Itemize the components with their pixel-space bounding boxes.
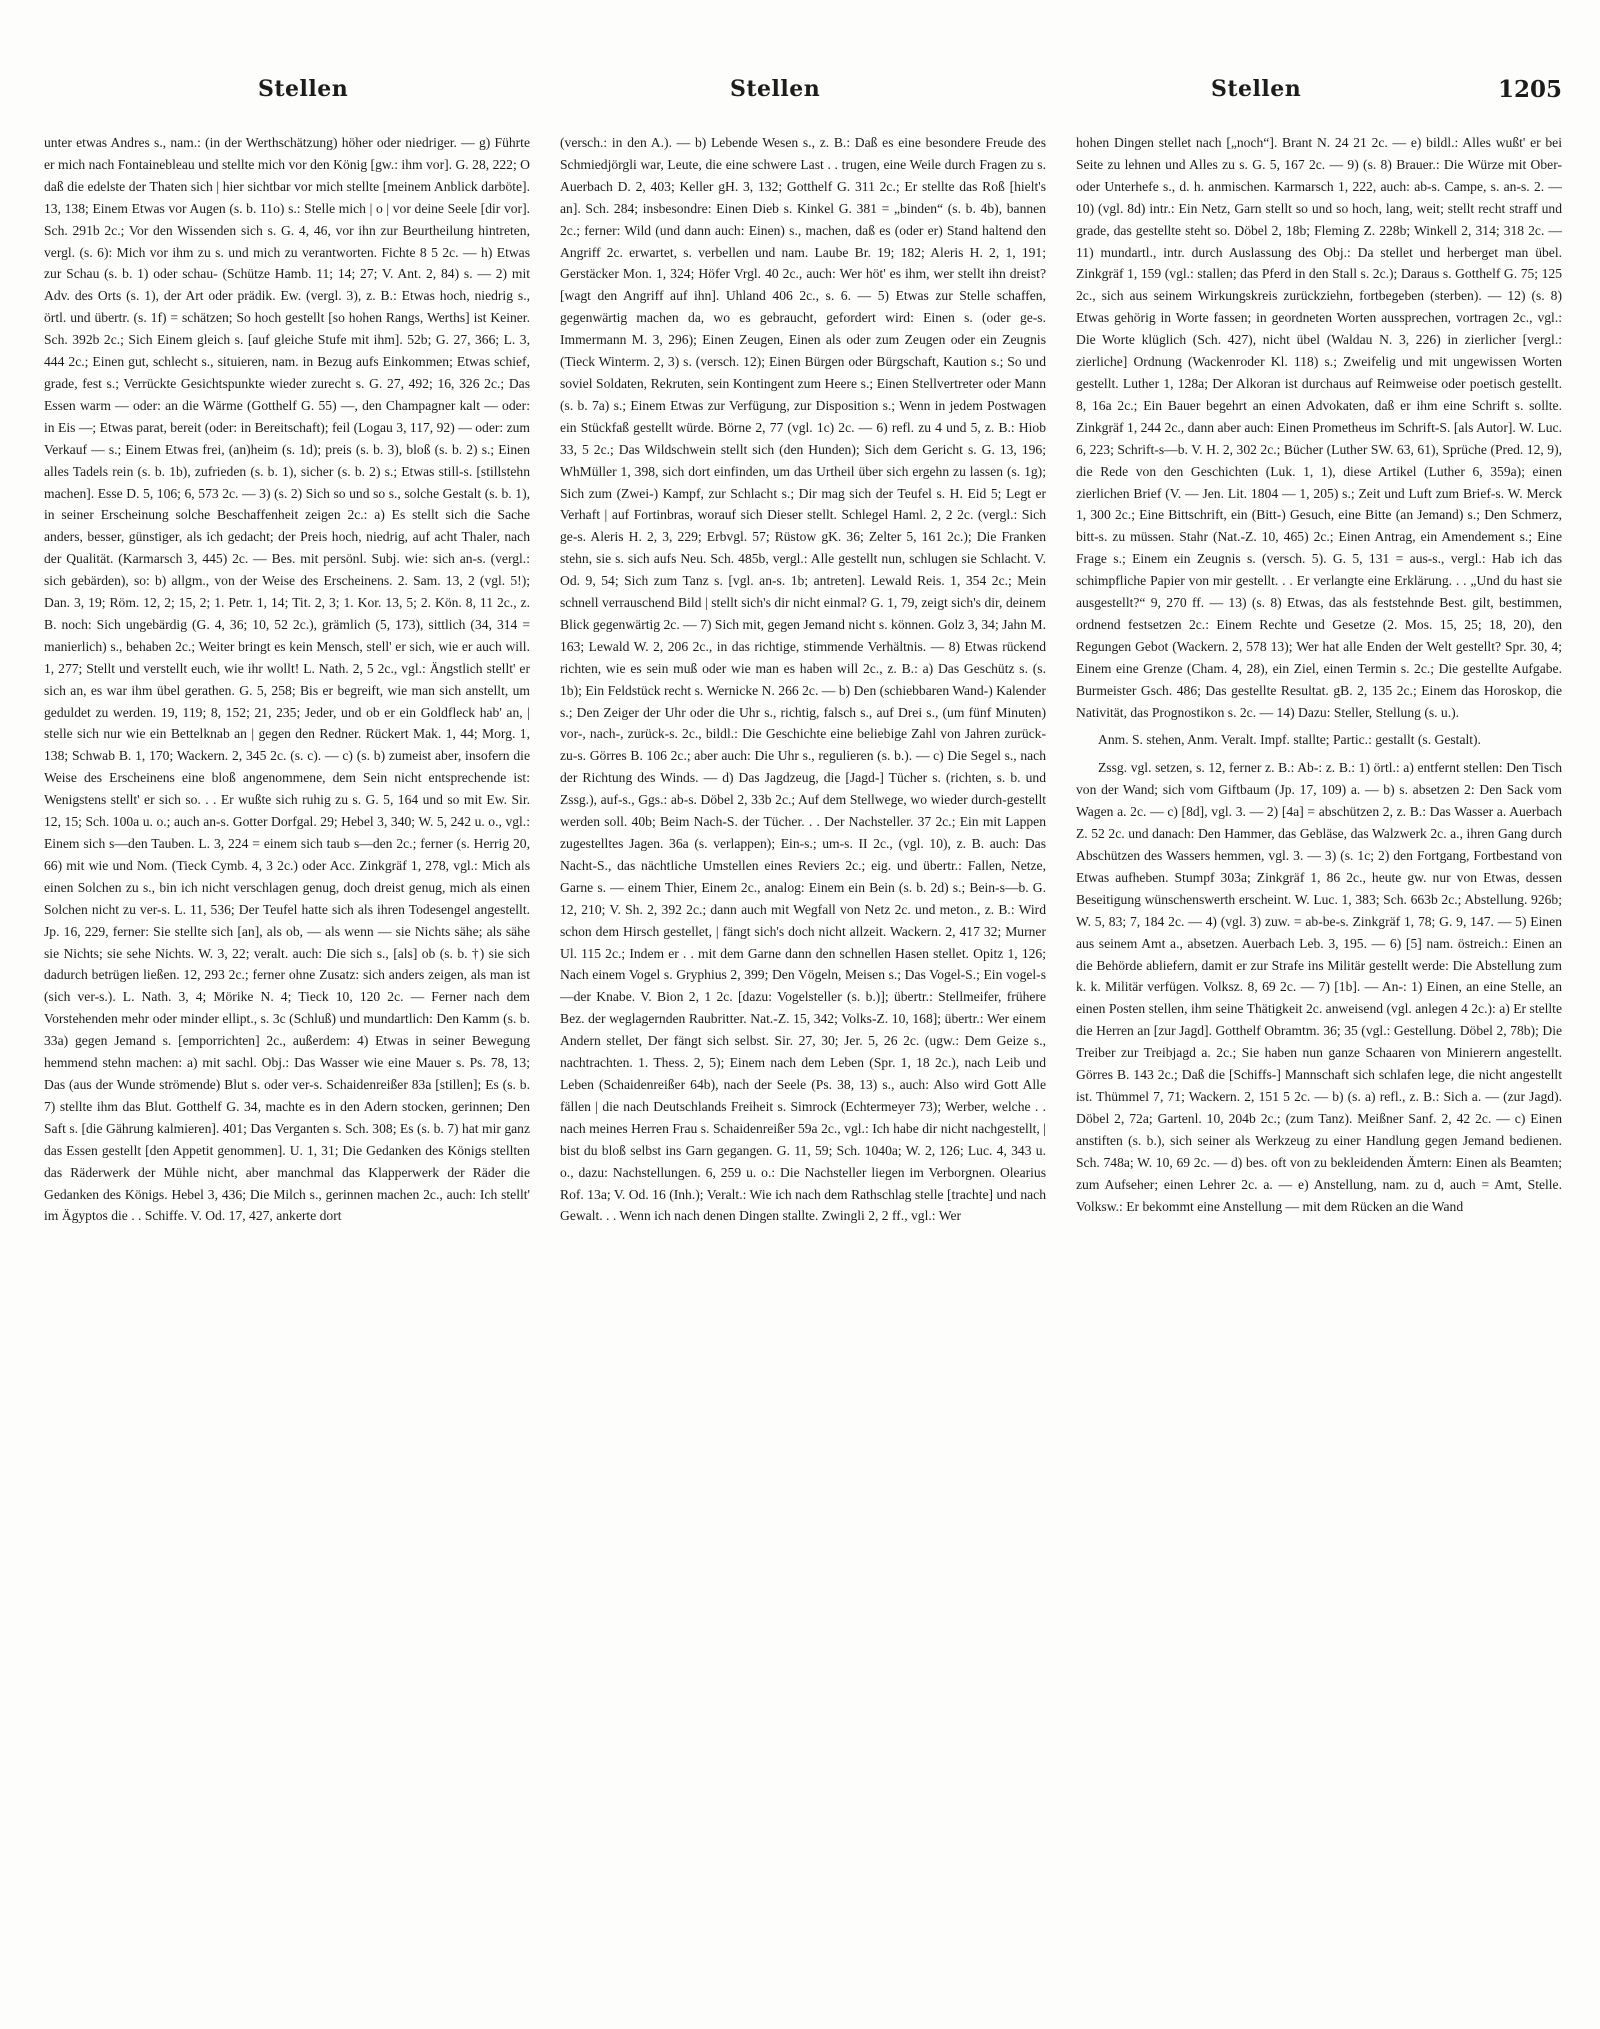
entry-paragraph: unter etwas Andres s., nam.: (in der Werthschätzung) höher oder niedriger. — g) Führte er mich nach Fontainebleau und stellte mich vor den König [gw.: ihm vor]. G. 28, 222; O daß die edelste der Thaten sich | hier sichtbar vor mich stellte [meinem Anblick darböte]. 13, 138; Einem Etwas vor Augen (s. b. 11o) s.: Stelle mich | o | vor deine Seele [dir vor]. Sch. 291b 2c.; Vor den Wissenden sich s. G. 4, 46, vor ihn zur Beurtheilung hintreten, vergl. (s. 6): Mich vor ihm zu s. und mich zu verantworten. Fichte 8 5 2c. — h) Etwas zur Schau (s. b. 1) oder schau- (Schütze Hamb. 11; 14; 27; V. Ant. 2, 84) s. — 2) mit Adv. des Orts (s. 1), der Art oder prädik. Ew. (vergl. 3), z. B.: Etwas hoch, niedrig s., örtl. und übertr. (s. 1f) = schätzen; So hoch gestellt [so hohen Rangs, Werths] ist Keiner. Sch. 392b 2c.; Sich Einem gleich s. [auf gleiche Stufe mit ihm]. 52b; G. 27, 366; L. 3, 444 2c.; Einen gut, schlecht s., situieren, nam. in Bezug aufs Einkommen; Etwas schief, grade, fest s.; Verrückte Gesichtspunkte wieder zurecht s. G. 27, 492; 16, 326 2c.; Das Essen warm — oder: an die Wärme (Gotthelf G. 55) —, den Champagner kalt — oder: in Eis —; Etwas parat, bereit (oder: in Bereitschaft); feil (Logau 3, 117, 92) — oder: zum Verkauf — s.; Einem Etwas frei, (an)heim (s. 1d); preis (s. b. 3), bloß (s. b. 2) s.; Einen alles Tadels rein (s. b. 1b), zufrieden (s. b. 1), sicher (s. b. 2) s.; Etwas still-s. [stillstehn machen]. Esse D. 5, 106; 6, 573 2c. — 3) (s. 2) Sich so und so s., solche Gestalt (s. b. 1), in seiner Erscheinung solche Beschaffenheit zeigen 2c.: a) Es stellt sich die Sache anders, besser, günstiger, als ich gedacht; der Preis hoch, niedrig, auf acht Thaler, nach der Qualität. (Karmarsch 3, 445) 2c. — Bes. mit persönl. Subj. wie: sich an-s. (vergl.: sich gebärden), so: b) allgm., von der Weise des Erscheinens. 2. Sam. 13, 2 (vgl. 5!); Dan. 3, 19; Röm. 12, 2; 15, 2; 1. Petr. 1, 14; Tit. 2, 3; 1. Kor. 13, 5; 2. Kön. 8, 11 2c., z. B. noch: Sich ungebärdig (G. 4, 36; 10, 52 2c.), grämlich (5, 173), sittlich (34, 314 = manierlich) s., behaben 2c.; Weiter bringt es kein Mensch, stell' er sich, wie er auch will. 1, 277; Stellt und verstellt euch, wie ihr wollt! L. Nath. 2, 5 2c., vgl.: Ängstlich stellt' er sich an, es war ihm übel gerathen. G. 5, 258; Bis er begreift, wie man sich anstellt, um geduldet zu werden. 19, 119; 8, 152; 21, 235; Jeder, und ob er ein Goldfleck hab' an, | stelle sich nur wie ein Bettelknab an | gegen den Redner. Rückert Mak. 1, 44; Morg. 1, 138; Schwab B. 1, 170; Wackern. 2, 345 2c. (s. c). — c) (s. b) zumeist aber, insofern die Weise des Erscheinens eine bloß angenommene, dem Sein nicht entsprechende ist: Wenigstens stellt' er sich so. . . Er wußte sich ruhig zu s. G. 5, 164 und so mit Ew. Sir. 12, 15; Sch. 100a u. o.; auch an-s. Gotter Dorfgal. 29; Hebel 3, 340; W. 5, 242 u. o., vgl.: Einem sich s—den Tauben. L. 3, 224 = einem sich taub s—den 2c.; ferner (s. Herrig 20, 66) mit wie und Nom. (Tieck Cymb. 4, 3 2c.) oder Acc. Zinkgräf 1, 278, vgl.: Mich als einen Solchen zu s., bin ich nicht verschlagen genug, doch dreist genug, mich als einen Solchen nicht zu ver-s. L. 11, 536; Der Teufel hatte sich als ihren Todesengel angestellt. Jp. 16, 229, ferner: Sie stellte sich [an], als ob, — als wenn — sie Nichts sähe; als sähe sie Nichts; sie sehe Nichts. W. 3, 22; veralt. auch: Die sich s., [als] ob (s. b. †) sie sich dadurch betrügen ließen. 12, 293 2c.; ferner ohne Zusatz: sich anders zeigen, als man ist (sich ver-s.). L. Nath. 3, 4; Mörike N. 4; Tieck 10, 120 2c. — Ferner nach dem Vorstehenden mehr oder minder ellipt., s. 3c (Schluß) und mundartlich: Den Kamm (s. b. 33a) gegen Jemand s. [emporrichten] 2c., außerdem: 4) Etwas in seiner Bewegung hemmend stehn machen: a) mit sachl. Obj.: Das Wasser wie eine Mauer s. Ps. 78, 13; Das (aus der Wunde strömende) Blut s. oder ver-s. Schaidenreißer 83a [stillen]; Es (s. b. 7) stellte ihm das Blut. Gotthelf G. 34, machte es in den Adern stocken, gerinnen; Den Saft s. [die Gährung kalmieren]. 401; Das Verganten s. Sch. 308; Es (s. b. 7) hat mir ganz das Essen gestellt [den Appetit genommen]. U. 1, 31; Die Gedanken des Königs stellten das Räderwerk der Mühle nicht, aber manchmal das Klapperwerk der Räder die Gedanken des Königs. Hebel 3, 436; Die Milch s., gerinnen machen 2c., auch: Ich stellt' im Ägyptos die . . Schiffe. V. Od. 17, 427, ankerte dort <box>44 135 530 1224</box>
entry-paragraph: (versch.: in den A.). — b) Lebende Wesen s., z. B.: Daß es eine besondere Freude des Schmiedjörgli war, Leute, die eine schwere Last . . trugen, eine Weile durch Fragen zu s. Auerbach D. 2, 403; Keller gH. 3, 132; Gotthelf G. 311 2c.; Er stellte das Roß [hielt's an]. Sch. 284; insbesondre: Einen Dieb s. Kinkel G. 381 = „binden“ (s. b. 4b), bannen 2c.; ferner: Wild (und dann auch: Einen) s., machen, daß es (oder er) Stand haltend den Angriff 2c. erwartet, s. verbellen und nam. Laube Br. 19; 182; Aleris H. 2, 1, 191; Gerstäcker Mon. 1, 324; Höfer Vrgl. 40 2c., auch: Wer höt' es ihm, wer stellt ihn dreist? [wagt den Angriff auf ihn]. Uhland 406 2c., s. 6. — 5) Etwas zur Stelle schaffen, gegenwärtig machen da, wo es gebraucht, gefordert wird: Einen s. (oder ge-s. Immermann M. 3, 296); Einen Zeugen, Einen als oder zum Zeugen oder ein Zeugnis (Tieck Winterm. 2, 3) s. (versch. 12); Einen Bürgen oder Bürgschaft, Kaution s.; So und soviel Soldaten, Rekruten, sein Kontingent zum Heere s.; Einen Stellvertreter oder Mann (s. b. 7a) s.; Einem Etwas zur Verfügung, zur Disposition s.; Wenn in jedem Postwagen ein Stückfaß gestellt würde. Börne 2, 77 (vgl. 1c) 2c. — 6) refl. zu 4 und 5, z. B.: Hiob 33, 5 2c.; Das Wildschwein stellt sich (den Hunden); Sich dem Gericht s. G. 13, 196; WhMüller 1, 398, sich dort einfinden, um das Urtheil über sich ergehn zu lassen (s. 1g); Sich zum (Zwei-) Kampf, zur Schlacht s.; Dir mag sich der Teufel s. H. Eid 5; Legt er Verhaft | auf Fortinbras, worauf sich Dieser stellt. Schlegel Haml. 2, 2 2c. (vergl.: Sich ge-s. Aleris H. 2, 3, 229; Erbvgl. 57; Rüstow gK. 36; Zelter 5, 161 2c.); Die Franken stehn, sie s. sich aufs Neu. Sch. 485b, vergl.: Alle gestellt nun, schlugen sie Schlacht. V. Od. 9, 54; Sich zum Tanz s. [vgl. an-s. 1b; antreten]. Lewald Reis. 1, 354 2c.; Mein schnell verrauschend Bild | stellt sich's dir nicht einmal? G. 1, 79, zeigt sich's dir, deinem Blick gegenwärtig 2c. — 7) Sich mit, gegen Jemand nicht s. können. Golz 3, 34; Jahn M. 163; Lewald W. 2, 206 2c., in das richtige, stimmende Verhältnis. — 8) Etwas rückend richten, wie es sein muß oder wie man es haben will 2c., z. B.: a) Das Geschütz s. (s. 1b); Ein Feldstück recht s. Wernicke N. 266 2c. — b) Den (schiebbaren Wand-) Kalender s.; Den Zeiger der Uhr oder die Uhr s., richtig, falsch s., auf Drei s., (um fünf Minuten) vor-, nach-, zurück-s. 2c., bildl.: Die Geschichte eine beliebige Zahl von Jahren zurück-zu-s. Görres B. 106 2c.; aber auch: Die Uhr s., regulieren (s. b.). — c) Die Segel s., nach der Richtung des Winds. — d) Das Jagdzeug, die [Jagd-] Tücher s. (richten, s. b. und Zssg.), auf-s., Ggs.: ab-s. Döbel 2, 33b 2c.; Auf dem Stellwege, wo wieder durch-gestellt werden soll. 40b; Beim Nach-S. der Tücher. . . Der Nachsteller. 37 2c.; Ein mit Lappen zugestelltes Jagen. 36a (s. verlappen); Ein-s.; um-s. II 2c., (vgl. 10), z. B. auch: Das Nacht-S., das nächtliche Umstellen eines Reviers 2c.; eig. und übertr.: Fallen, Netze, Garne s. — einem Thier, Einem 2c., analog: Einem ein Bein (s. b. 2d) s.; Bein-s—b. G. 12, 210; V. Sh. 2, 392 2c.; dann auch mit Wegfall von Netz 2c. und meton., z. B.: Wird schon dem Hirsch gestellet, | fängt sich's doch nicht allzeit. Wackern. 2, 417 32; Murner Ul. 115 2c.; Indem er . . mit dem Garne dann den schnellen Hasen stellet. Opitz 1, 126; Nach einem Vogel s. Gryphius 2, 399; Den Vögeln, Meisen s.; Das Vogel-S.; Ein vogel-s—der Knabe. V. Bion 2, 1 2c. [dazu: Vogelsteller (s. b.)]; übertr.: Stellmeifer, frühere Bez. der weglagernden Raubritter. Nat.-Z. 15, 342; Volks-Z. 10, 168]; übertr.: Wer einem Andern stellet, Der fängt sich selbst. Sir. 27, 30; Jer. 5, 26 2c. (ugw.: Dem Geize s., nachtrachten. 1. Thess. 2, 5); Einem nach dem Leben (Spr. 1, 18 2c.), nach Leib und Leben (Schaidenreißer 64b), nach der Seele (Ps. 38, 13) s., auch: Also wird Gott Alle fällen | die nach Deutschlands Freiheit s. Simrock (Echtermeyer 73); Werber, welche . . nach meines Herren Frau s. Schaidenreißer 59a 2c., vgl.: Ich habe dir nicht nachgestellt, | bist du bloß selbst ins Garn gegangen. G. 11, 59; Sch. 1040a; W. 2, 126; Luc. 4, 343 u. o., dazu: Nachstellungen. 6, 259 u. o.: Die Nachsteller liegen im Verborgnen. Olearius Rof. 13a; V. Od. 16 (Inh.); Veralt.: Wie ich nach dem Rathschlag stelle [trachte] und nach Gewalt. . . Wenn ich nach denen Dingen stallte. Zwingli 2, 2 ff., vgl.: Wer <box>560 135 1046 1224</box>
running-head-left: Stellen <box>258 76 349 102</box>
running-head-right: Stellen <box>1211 76 1302 102</box>
page-header <box>44 76 1562 112</box>
page-number: 1205 <box>1497 76 1562 103</box>
annotation-paragraph: Anm. S. stehen, Anm. Veralt. Impf. stallte; Partic.: gestallt (s. Gestalt). <box>1098 732 1481 748</box>
entry-paragraph: hohen Dingen stellet nach [„noch“]. Brant N. 24 21 2c. — e) bildl.: Alles wußt' er bei Seite zu lehnen und Alles zu s. G. 5, 167 2c. — 9) (s. 8) Brauer.: Die Würze mit Ober- oder Unterhefe s., d. h. anmischen. Karmarsch 1, 222, auch: ab-s. Campe, s. an-s. 2. — 10) (vgl. 8d) intr.: Ein Netz, Garn stellt so und so hoch, lang, weit; stellt recht straff und grade, das gestellte steht so. Döbel 2, 18b; Fleming Z. 228b; Winkell 2, 314; 318 2c. — 11) mundartl., intr. durch Auslassung des Obj.: Da stellet und herberget man übel. Zinkgräf 1, 159 (vgl.: stallen; das Pferd in den Stall s. 2c.); Daraus s. Gotthelf G. 75; 125 2c., sich aus seinem Wirkungskreis zurückziehn, fortbegeben (sterben). — 12) (s. 8) Etwas gehörig in Worte fassen; in geordneten Worten aussprechen, vortragen 2c., vgl.: Die Worte klüglich (Sch. 427), nicht übel (Waldau N. 3, 226) in zierlicher [vergl.: zierliche] Ordnung (Wackenroder Kl. 118) s.; Zweifelig und mit ungewissen Worten gestellt. Luther 1, 128a; Der Alkoran ist durchaus auf Reimweise oder poetisch gestellt. 8, 16a 2c.; Ein Bauer begehrt an einen Advokaten, daß er ihm eine Schrift s. sollte. Zinkgräf 1, 244 2c., dann aber auch: Einen Prometheus im Schrift-S. [als Autor]. W. Luc. 6, 223; Schrift-s—b. V. H. 2, 302 2c.; Bücher (Luther SW. 63, 61), Sprüche (Pred. 12, 9), die Rede von den Geschichten (Luk. 1, 1), diese Artikel (Luther 6, 359a); einen zierlichen Brief (V. — Jen. Lit. 1804 — 1, 205) s.; Zeit und Luft zum Brief-s. W. Merck 1, 300 2c.; Eine Bittschrift, ein (Bitt-) Gesuch, eine Bitte (an Jemand) s.; Den Schmerz, bitt-s. zu müssen. Stahr (Nat.-Z. 10, 465) 2c.; Einen Antrag, ein Amendement s.; Eine Frage s.; Einem ein Zeugnis s. (versch. 5). G. 5, 131 = aus-s., vergl.: Hab ich das schimpfliche Papier von mir gestellt. . . Er verlangte eine Erklärung. . . „Und du hast sie ausgestellt?“ 9, 270 ff. — 13) (s. 8) Etwas, das als feststehnde Best. gilt, bestimmen, ordnend festsetzen 2c.: Einem Rechte und Gesetze (2. Mos. 15, 25; 18, 20), den Regungen Gebot (Wackern. 2, 578 13); Wer hat alle Enden der Welt gestellt? Spr. 30, 4; Einem eine Grenze (Cham. 4, 28), ein Ziel, einen Termin s. 2c.; Die gestellte Aufgabe. Burmeister Gsch. 486; Das gestellte Resultat. gB. 2, 135 2c.; Einem das Horoskop, die Nativität, das Prognostikon s. 2c. — 14) Dazu: Steller, Stellung (s. u.). <box>1076 135 1562 720</box>
column-middle <box>560 132 1046 1994</box>
column-right <box>1076 132 1562 1994</box>
text-columns <box>44 132 1562 1994</box>
column-left <box>44 132 530 1994</box>
compounds-paragraph: Zssg. vgl. setzen, s. 12, ferner z. B.: Ab-: z. B.: 1) örtl.: a) entfernt stellen: Den Tisch von der Wand; sich vom Giftbaum (Jp. 17, 109) a. — b) s. absetzen 2: Den Sack vom Wagen a. 2c. — c) [8d], vgl. 3. — 2) [4a] = abschützen 2, z. B.: Das Wasser a. Auerbach Z. 52 2c. und danach: Den Hammer, das Gebläse, das Walzwerk 2c. a., ihren Gang durch Abschützen des Wassers hemmen, vgl. 3. — 3) (s. 1c; 2) den Fortgang, Fortbestand von Etwas aufheben. Stumpf 303a; Zinkgräf 1, 86 2c., heute gw. nur von Etwas, dessen Beseitigung wünschenswerth erscheint. W. Luc. 1, 383; Sch. 663b 2c.; Abstellung. 926b; W. 5, 83; 7, 184 2c. — 4) (vgl. 3) zuw. = ab-be-s. Zinkgräf 1, 78; G. 9, 147. — 5) Einen aus seinem Amt a., absetzen. Auerbach Leb. 3, 195. — 6) [5] nam. östreich.: Einen an die Behörde abliefern, damit er zur Strafe ins Militär gestellt werde: Die Abstellung zum k. k. Militär verfügen. Volksz. 8, 69 2c. — 7) [1b]. — An-: 1) Einen, an eine Stelle, an einen Posten stellen, ihm seine Thätigkeit 2c. anweisend (vgl. anlegen 4 2c.): a) Er stellte die Herren an [zur Jagd]. Gotthelf Obramtm. 36; 35 (vgl.: Gestellung. Döbel 2, 78b); Die Treiber zur Treibjagd a. 2c.; Sie haben nun ganze Schaaren von Minierern angestellt. Görres B. 143 2c.; Daß die [Schiffs-] Mannschaft sich schlafen lege, die nicht angestellt ist. Thümmel 7, 71; Wackern. 2, 151 5 2c. — b) (s. a) refl., z. B.: Sich a. — (zur Jagd). Döbel 2, 72a; Gartenl. 10, 204b 2c.; (zum Tanz). Meißner Sanf. 2, 42 2c. — c) Einen anstiften (s. b.), sich seiner als Werkzeug zu einer Handlung gegen Jemand bedienen. Sch. 748a; W. 10, 69 2c. — d) bes. oft von zu bekleidenden Ämtern: Einen als Beamten; zum Aufseher; einen Lehrer 2c. a. — e) Anstellung, nam. zu d, auch = Amt, Stelle. Volksw.: Er bekommt eine Anstellung — mit dem Rücken an die Wand <box>1076 760 1562 1214</box>
running-head-center: Stellen <box>730 76 821 102</box>
